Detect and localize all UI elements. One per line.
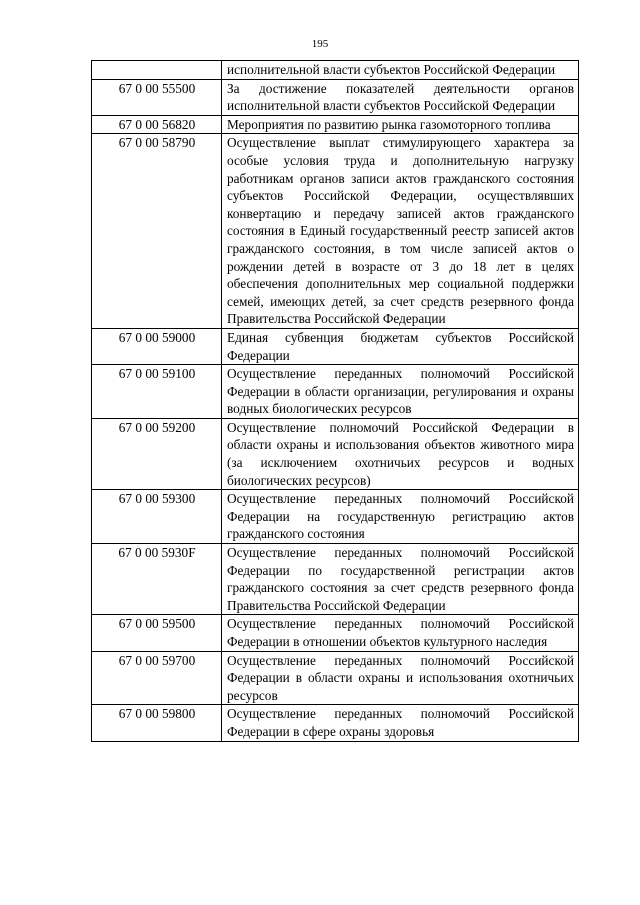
budget-codes-table [91, 60, 579, 742]
description-cell: Осуществление переданных полномочий Российской Федерации по государственной регистрации актов гражданского состояния за счет средств резервного фонда Правительства Российской Федерации [222, 544, 579, 615]
description-cell: Осуществление полномочий Российской Федерации в области охраны и использования объектов животного мира (за исключением охотничьих ресурсов и водных биологических ресурсов) [222, 418, 579, 489]
code-cell: 67 0 00 59000 [92, 328, 222, 364]
description-cell: Осуществление переданных полномочий Российской Федерации на государственную регистрацию актов гражданского состояния [222, 490, 579, 544]
table-row [92, 705, 579, 741]
description-cell: Осуществление выплат стимулирующего характера за особые условия труда и дополнительную нагрузку работникам органов записи актов гражданского состояния субъектов Российской Федерации, осуществлявших конвертацию и передачу записей актов гражданского состояния в Единый государственный реестр записей актов гражданского состояния, в том числе записей актов о рождении детей в возрасте от 3 до 18 лет в целях обеспечения дополнительных мер социальной поддержки семей, имеющих детей, за счет средств резервного фонда Правительства Российской Федерации [222, 134, 579, 329]
description-cell: Осуществление переданных полномочий Российской Федерации в области охраны и использования охотничьих ресурсов [222, 651, 579, 705]
table-row [92, 490, 579, 544]
description-cell: Единая субвенция бюджетам субъектов Российской Федерации [222, 328, 579, 364]
code-cell: 67 0 00 59100 [92, 365, 222, 419]
code-cell: 67 0 00 59200 [92, 418, 222, 489]
table-row [92, 115, 579, 134]
table-row [92, 134, 579, 329]
description-cell: Осуществление переданных полномочий Российской Федерации в отношении объектов культурного наследия [222, 615, 579, 651]
table-row [92, 328, 579, 364]
description-cell: Мероприятия по развитию рынка газомоторного топлива [222, 115, 579, 134]
code-cell: 67 0 00 56820 [92, 115, 222, 134]
table-row [92, 615, 579, 651]
code-cell [92, 61, 222, 80]
code-cell: 67 0 00 59300 [92, 490, 222, 544]
description-cell: исполнительной власти субъектов Российской Федерации [222, 61, 579, 80]
code-cell: 67 0 00 59800 [92, 705, 222, 741]
description-cell: За достижение показателей деятельности органов исполнительной власти субъектов Российской Федерации [222, 79, 579, 115]
table-row [92, 651, 579, 705]
page-number: 195 [311, 38, 329, 50]
table-row [92, 365, 579, 419]
code-cell: 67 0 00 59500 [92, 615, 222, 651]
table-row [92, 61, 579, 80]
code-cell: 67 0 00 59700 [92, 651, 222, 705]
table-row [92, 418, 579, 489]
table-row [92, 79, 579, 115]
table-row [92, 544, 579, 615]
code-cell: 67 0 00 58790 [92, 134, 222, 329]
description-cell: Осуществление переданных полномочий Российской Федерации в сфере охраны здоровья [222, 705, 579, 741]
description-cell: Осуществление переданных полномочий Российской Федерации в области организации, регулирования и охраны водных биологических ресурсов [222, 365, 579, 419]
code-cell: 67 0 00 5930F [92, 544, 222, 615]
code-cell: 67 0 00 55500 [92, 79, 222, 115]
